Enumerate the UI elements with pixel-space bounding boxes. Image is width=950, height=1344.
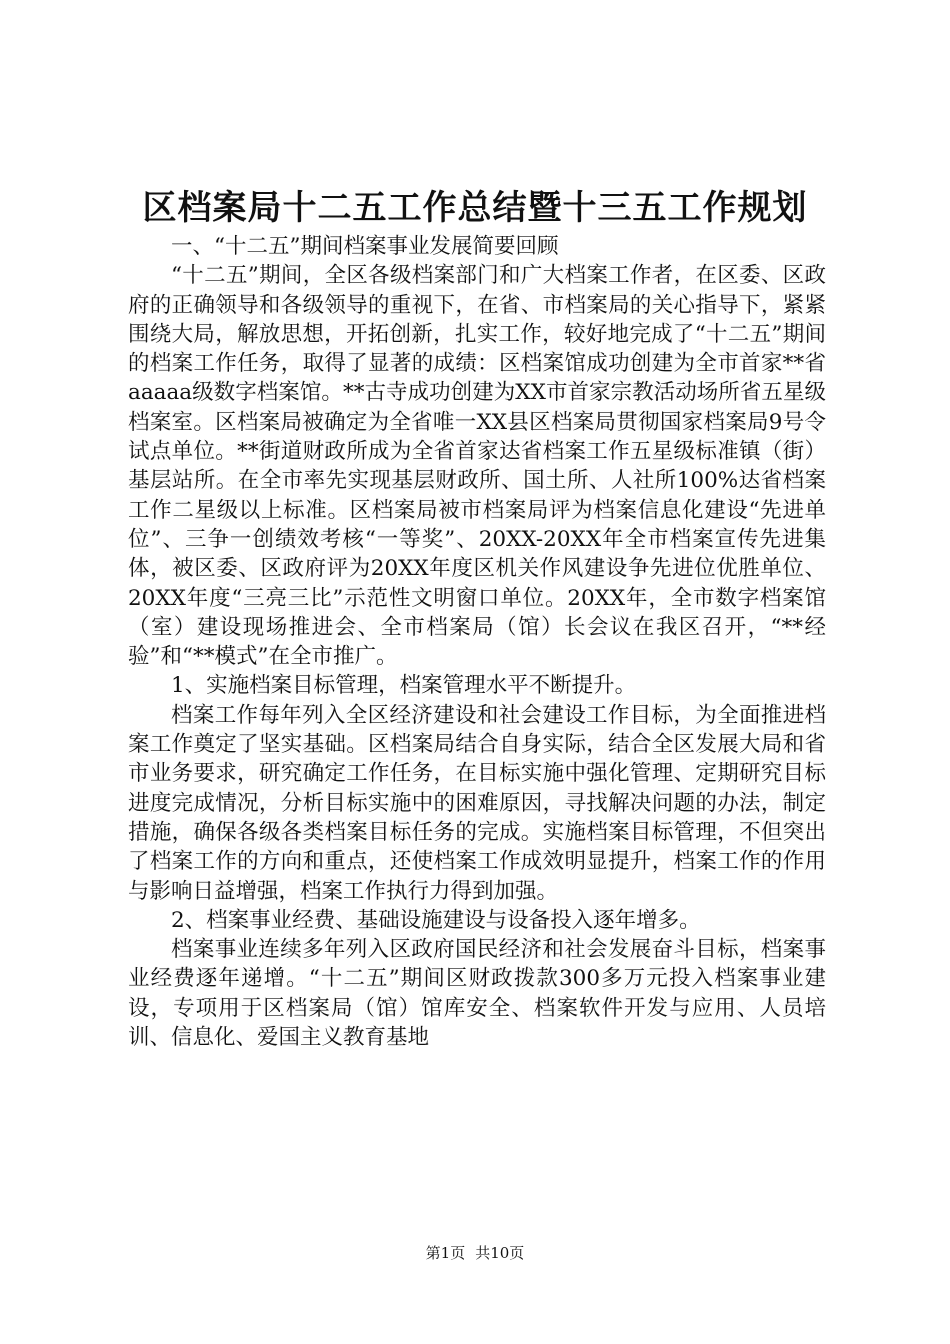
section-heading-review: 一、“十二五”期间档案事业发展简要回顾	[171, 234, 559, 259]
document-title: 区档案局十二五工作总结暨十三五工作规划	[142, 188, 808, 228]
page-number: 第1页	[425, 1244, 466, 1262]
paragraph-target-management: 档案工作每年列入全区经济建设和社会建设工作目标，为全面推进档案工作奠定了坚实基础。区档案局结合自身实际，结合全区发展大局和省市业务要求，研究确定工作任务，在目标实施中强化管理、定期研究目标进度完成情况，分析目标实施中的困难原因，寻找解决问题的办法，制定措施，确保各级各类档案目标任务的完成。实施档案目标管理，不但突出了档案工作的方向和重点，还使档案工作成效明显提升，档案工作的作用与影响日益增强，档案工作执行力得到加强。	[128, 702, 826, 904]
paragraph-funding: 档案事业连续多年列入区政府国民经济和社会发展奋斗目标，档案事业经费逐年递增。“十二五”期间区财政拨款300多万元投入档案事业建设，专项用于区档案局（馆）馆库安全、档案软件开发与应用、人员培训、信息化、爱国主义教育基地	[128, 937, 826, 1051]
paragraph-achievements: “十二五”期间，全区各级档案部门和广大档案工作者，在区委、区政府的正确领导和各级领导的重视下，在省、市档案局的关心指导下，紧紧围绕大局，解放思想，开拓创新，扎实工作，较好地完成了“十二五”期间的档案工作任务，取得了显著的成绩：区档案馆成功创建为全市首家**省aaaaa级数字档案馆。**古寺成功创建为XX市首家宗教活动场所省五星级档案室。区档案局被确定为全省唯一XX县区档案局贯彻国家档案局9号令试点单位。**街道财政所成为全省首家达省档案工作五星级标准镇（街）基层站所。在全市率先实现基层财政所、国土所、人社所100%达省档案工作二星级以上标准。区档案局被市档案局评为档案信息化建设“先进单位”、三争一创绩效考核“一等奖”、20XX-20XX年全市档案宣传先进集体，被区委、区政府评为20XX年度区机关作风建设争先进位优胜单位、20XX年度“三亮三比”示范性文明窗口单位。20XX年，全市数字档案馆（室）建设现场推进会、全市档案局（馆）长会议在我区召开，“**经验”和“**模式”在全市推广。	[128, 263, 826, 670]
document-body	[128, 232, 826, 1052]
subheading-funding: 2、档案事业经费、基础设施建设与设备投入逐年增多。	[171, 907, 701, 933]
page-total: 共10页	[475, 1244, 525, 1262]
page-footer	[0, 1243, 950, 1263]
subheading-target-management: 1、实施档案目标管理，档案管理水平不断提升。	[171, 673, 637, 699]
